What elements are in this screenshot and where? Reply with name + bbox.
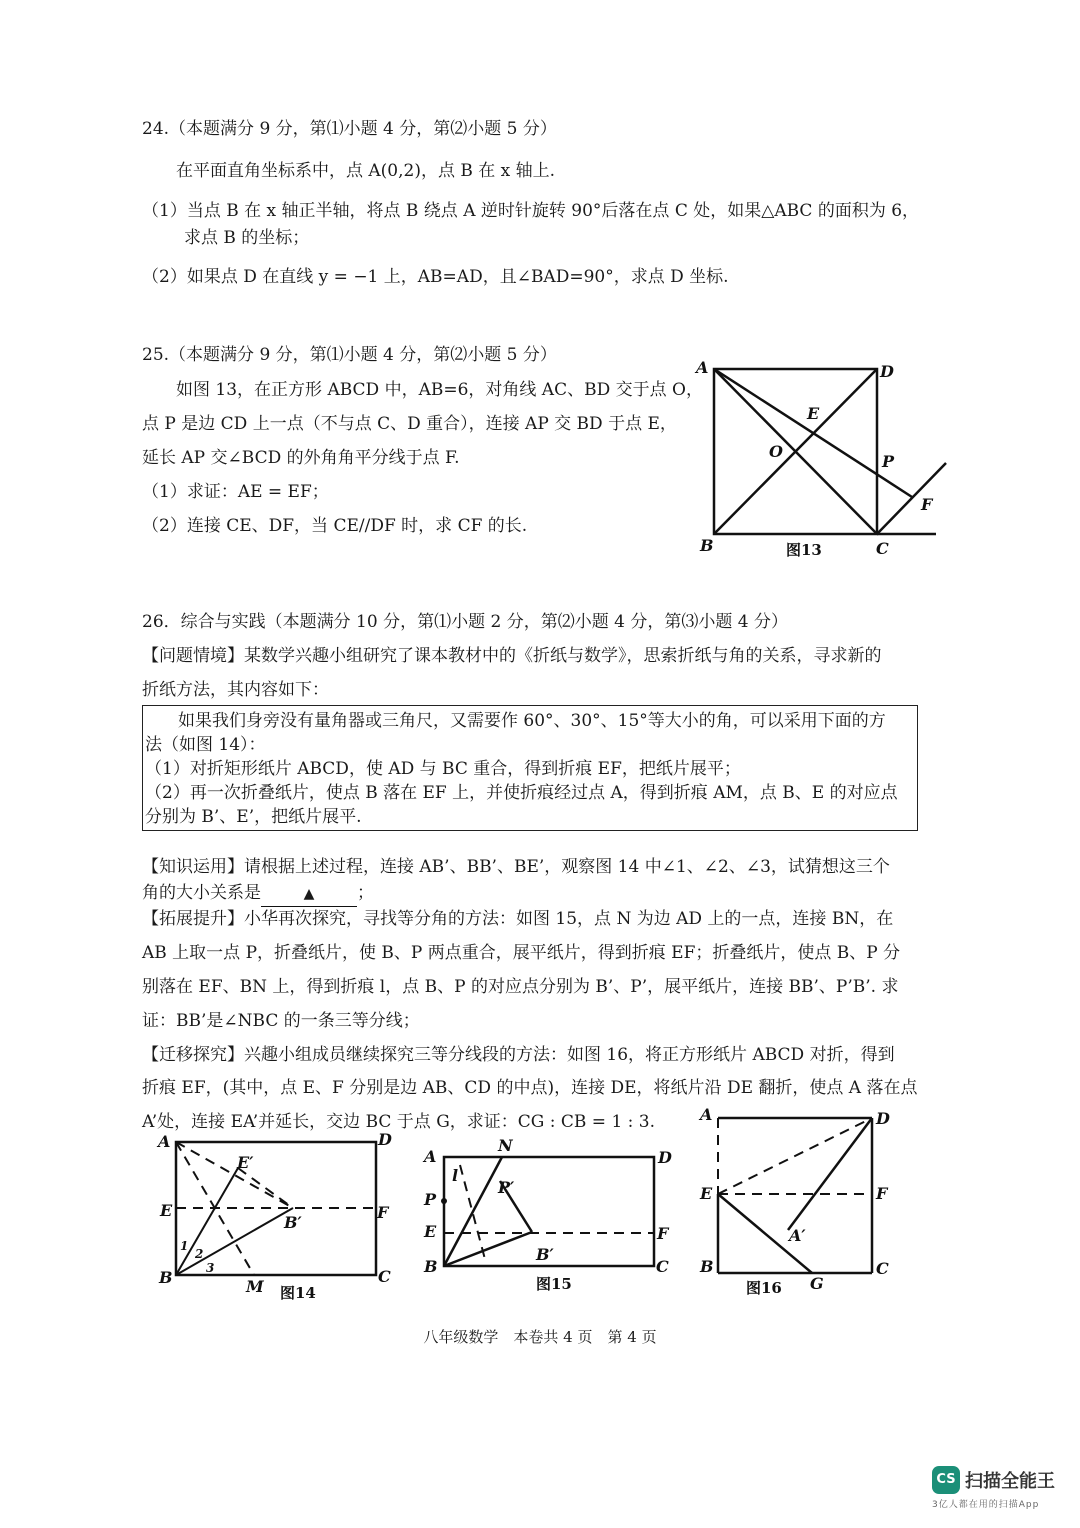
figure-16 bbox=[696, 1103, 906, 1303]
fig14-label-e1: E′ bbox=[237, 1153, 254, 1172]
fig14-line-be1 bbox=[176, 1168, 238, 1275]
extension-line3: 别落在 EF、BN 上，得到折痕 l，点 B、P 的对应点分别为 B’、P’，展平纸片，连接 BB’、P’B’. 求 bbox=[142, 977, 899, 997]
fig16-label-f: F bbox=[876, 1184, 888, 1203]
fig14-label-b: B bbox=[159, 1268, 173, 1287]
fig14-line-bb1 bbox=[176, 1208, 293, 1275]
fig16-label-g: G bbox=[810, 1274, 824, 1293]
fig15-label-b1: B′ bbox=[536, 1245, 554, 1264]
fig15-label-d: D bbox=[658, 1148, 672, 1167]
fig14-angle-3: 3 bbox=[206, 1261, 215, 1275]
fig16-caption: 图16 bbox=[746, 1279, 782, 1297]
box-line1: 如果我们身旁没有量角器或三角尺，又需要作 60°、30°、15°等大小的角，可以采用下面的方 bbox=[178, 711, 886, 731]
fig15-label-e: E bbox=[424, 1222, 437, 1241]
fig16-label-b: B bbox=[700, 1257, 714, 1276]
extension-line1: 【拓展提升】小华再次探究，寻找等分角的方法：如图 15，点 N 为边 AD 上的一点，连接 BN，在 bbox=[142, 909, 894, 929]
fig15-label-p: P bbox=[424, 1190, 437, 1209]
q24-header: 24.（本题满分 9 分，第⑴小题 4 分，第⑵小题 5 分） bbox=[142, 119, 557, 139]
knowledge-text: 角的大小关系是 bbox=[142, 883, 261, 903]
q24-part1-cont: 求点 B 的坐标； bbox=[184, 228, 310, 248]
fig14-label-c: C bbox=[378, 1267, 391, 1286]
fig15-point-p bbox=[441, 1198, 447, 1204]
q26-context-1: 【问题情境】某数学兴趣小组研究了课本教材中的《折纸与数学》，思索折纸与角的关系，寻求新的 bbox=[142, 646, 882, 666]
fig15-label-l: l bbox=[452, 1166, 459, 1185]
fig13-label-a: A bbox=[696, 358, 709, 377]
answer-blank: ▲ bbox=[261, 882, 357, 907]
page-footer: 八年级数学 本卷共 4 页 第 4 页 bbox=[423, 1328, 657, 1346]
box-line3: （1）对折矩形纸片 ABCD，使 AD 与 BC 重合，得到折痕 EF，把纸片展平； bbox=[145, 759, 741, 779]
q25-line3: 延长 AP 交∠BCD 的外角角平分线于点 F. bbox=[142, 448, 460, 468]
fig14-angle-2: 2 bbox=[195, 1247, 204, 1261]
q24-part2: （2）如果点 D 在直线 y = −1 上，AB=AD，且∠BAD=90°，求点 D 坐标. bbox=[142, 267, 729, 287]
fig13-caption: 图13 bbox=[786, 541, 822, 559]
extension-line4: 证：BB’是∠NBC 的一条三等分线； bbox=[142, 1011, 420, 1031]
fig15-label-c: C bbox=[656, 1257, 669, 1276]
fig13-bisector bbox=[877, 463, 946, 534]
fig14-label-b1: B′ bbox=[284, 1213, 302, 1232]
q25-line2: 点 P 是边 CD 上一点（不与点 C、D 重合），连接 AP 交 BD 于点 E， bbox=[142, 414, 677, 434]
q25-part1: （1）求证：AE = EF； bbox=[142, 482, 329, 502]
fig16-label-a1: A′ bbox=[789, 1226, 806, 1245]
fig13-label-e: E bbox=[807, 404, 820, 423]
fig14-label-m: M bbox=[246, 1277, 264, 1296]
camscanner-icon: CS bbox=[932, 1466, 960, 1494]
figure-13 bbox=[690, 355, 960, 565]
fig14-label-a: A bbox=[158, 1132, 171, 1151]
fig16-label-c: C bbox=[876, 1259, 889, 1278]
fig14-angle-1: 1 bbox=[180, 1239, 189, 1253]
knowledge-line2 bbox=[142, 881, 374, 907]
figure-14 bbox=[150, 1130, 400, 1305]
q24-stem: 在平面直角坐标系中，点 A(0,2)，点 B 在 x 轴上. bbox=[176, 161, 556, 181]
fig15-label-f: F bbox=[657, 1224, 669, 1243]
box-line2: 法（如图 14）： bbox=[145, 735, 266, 755]
transfer-line3: A’处，连接 EA’并延长，交边 BC 于点 G，求证：CG : CB = 1 : 3. bbox=[142, 1112, 656, 1132]
extension-line2: AB 上取一点 P，折叠纸片，使 B、P 两点重合，展平纸片，得到折痕 EF；折叠纸片，使点 B、P 分 bbox=[142, 943, 901, 963]
transfer-line1: 【迁移探究】兴趣小组成员继续探究三等分线段的方法：如图 16，将正方形纸片 ABCD 对折，得到 bbox=[142, 1045, 895, 1065]
transfer-line2: 折痕 EF，(其中，点 E、F 分别是边 AB、CD 的中点)，连接 DE，将纸片沿 DE 翻折，使点 A 落在点 bbox=[142, 1078, 918, 1098]
q25-header: 25.（本题满分 9 分，第⑴小题 4 分，第⑵小题 5 分） bbox=[142, 345, 557, 365]
fig16-line-a1d bbox=[788, 1118, 872, 1230]
fig13-label-f: F bbox=[921, 495, 933, 514]
fig16-crease-de bbox=[718, 1118, 872, 1194]
fig14-caption: 图14 bbox=[280, 1284, 316, 1302]
fig13-label-o: O bbox=[769, 442, 783, 461]
fig15-label-n: N bbox=[498, 1136, 513, 1155]
box-line4: （2）再一次折叠纸片，使点 B 落在 EF 上，并使折痕经过点 A，得到折痕 AM，点 B、E 的对应点 bbox=[145, 783, 898, 803]
q24-part1: （1）当点 B 在 x 轴正半轴，将点 B 绕点 A 逆时针旋转 90°后落在点 C 处，如果△ABC 的面积为 6， bbox=[142, 201, 920, 221]
scanner-watermark bbox=[932, 1466, 1062, 1510]
q25-line1: 如图 13，在正方形 ABCD 中，AB=6，对角线 AC、BD 交于点 O， bbox=[176, 380, 703, 400]
knowledge-line1: 【知识运用】请根据上述过程，连接 AB’、BB’、BE’，观察图 14 中∠1、∠2、∠3，试猜想这三个 bbox=[142, 857, 890, 877]
fig16-label-e: E bbox=[700, 1184, 713, 1203]
fig15-label-b: B bbox=[424, 1257, 438, 1276]
fig15-caption: 图15 bbox=[536, 1275, 572, 1293]
fig13-label-c: C bbox=[876, 539, 889, 558]
q26-header: 26．综合与实践（本题满分 10 分，第⑴小题 2 分，第⑵小题 4 分，第⑶小题 4 分） bbox=[142, 612, 788, 632]
fig14-label-f: F bbox=[377, 1203, 389, 1222]
q26-context-2: 折纸方法，其内容如下： bbox=[142, 680, 329, 700]
fig15-line-bb1 bbox=[444, 1232, 532, 1266]
fig15-label-p1: P′ bbox=[498, 1178, 515, 1197]
fig15-label-a: A bbox=[424, 1147, 437, 1166]
fig13-label-p: P bbox=[882, 452, 895, 471]
figure-15 bbox=[420, 1135, 682, 1295]
watermark-tagline: 3亿人都在用的扫描App bbox=[932, 1500, 1040, 1510]
fig16-label-d: D bbox=[876, 1109, 890, 1128]
fig13-label-d: D bbox=[880, 362, 894, 381]
knowledge-end: ； bbox=[357, 883, 374, 903]
fig14-line-e1b1 bbox=[238, 1168, 293, 1208]
fig13-line-af bbox=[714, 369, 912, 497]
q25-part2: （2）连接 CE、DF，当 CE//DF 时，求 CF 的长. bbox=[142, 516, 528, 536]
fig14-label-e: E bbox=[160, 1201, 173, 1220]
box-line5: 分别为 B’、E’，把纸片展平. bbox=[145, 807, 362, 827]
watermark-name: 扫描全能王 bbox=[965, 1471, 1055, 1492]
fig14-label-d: D bbox=[378, 1130, 392, 1149]
fig16-label-a: A bbox=[700, 1105, 713, 1124]
fig13-label-b: B bbox=[700, 536, 714, 555]
